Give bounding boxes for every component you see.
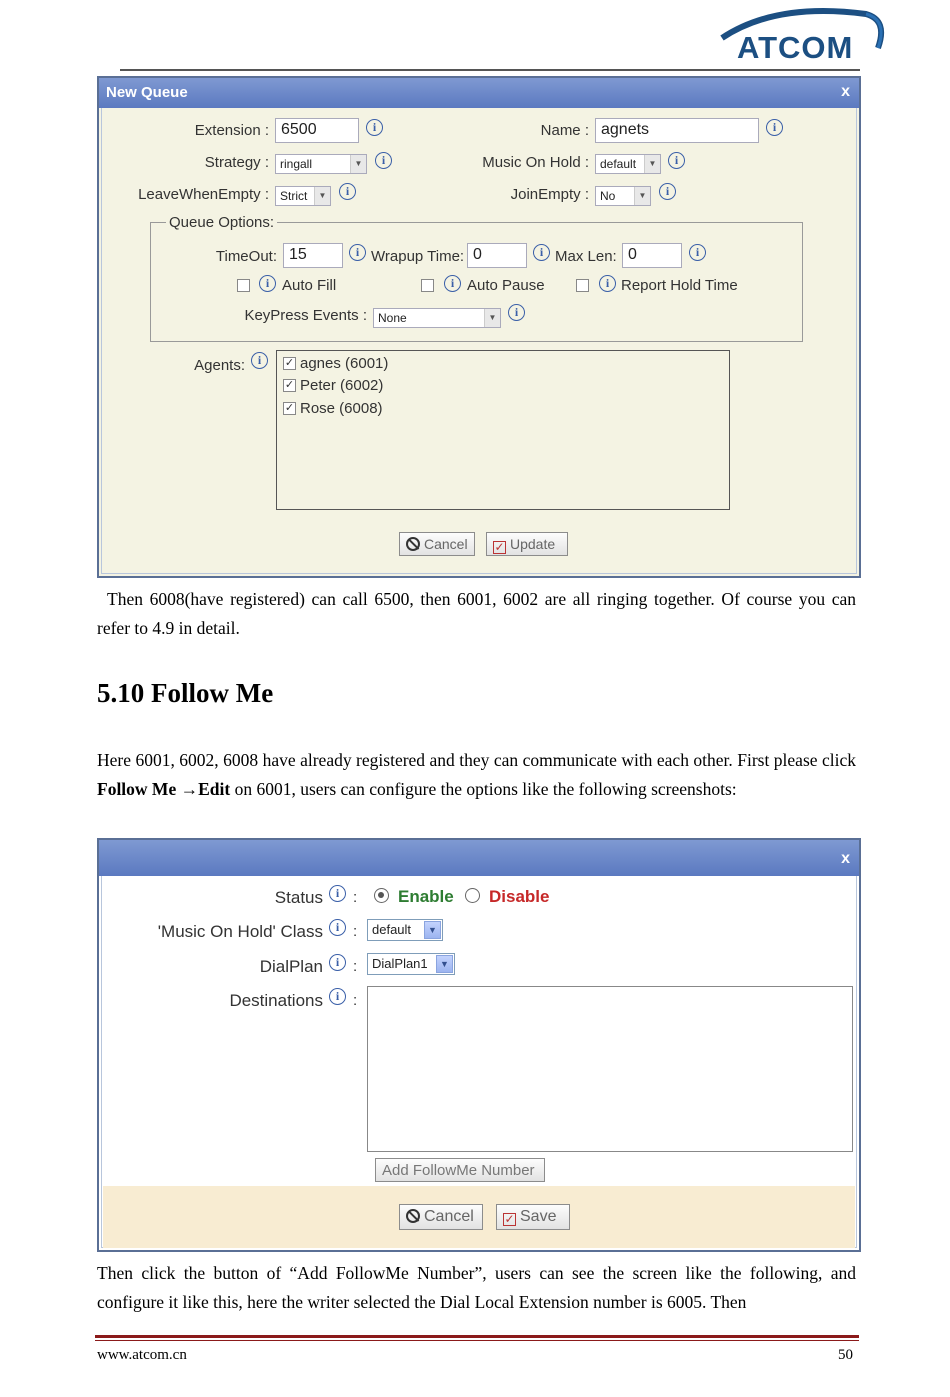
- info-icon[interactable]: i: [329, 885, 346, 902]
- keypress-events-select[interactable]: None ▼: [373, 308, 501, 328]
- info-icon[interactable]: i: [366, 119, 383, 136]
- chevron-down-icon: ▼: [436, 955, 453, 973]
- info-icon[interactable]: i: [668, 152, 685, 169]
- dialog-titlebar: [99, 78, 859, 108]
- agent-checkbox[interactable]: ✓: [284, 402, 295, 414]
- header-rule: [120, 69, 860, 71]
- info-icon[interactable]: i: [375, 152, 392, 169]
- colon: :: [353, 889, 358, 906]
- chevron-down-icon: ▼: [484, 309, 500, 327]
- update-button[interactable]: ✓ Update: [486, 532, 568, 556]
- name-label: Name :: [540, 122, 589, 139]
- agent-item: Peter (6002): [300, 377, 384, 394]
- music-on-hold-class-select[interactable]: default ▼: [367, 919, 443, 941]
- timeout-label: TimeOut:: [215, 248, 277, 265]
- atcom-logo: ATCOM: [737, 30, 854, 65]
- disable-radio[interactable]: [465, 888, 480, 903]
- agents-label: Agents:: [194, 357, 245, 374]
- checkbox-icon: ✓: [494, 540, 505, 554]
- agent-item: Rose (6008): [300, 400, 383, 417]
- agents-list[interactable]: [276, 350, 730, 510]
- timeout-input[interactable]: 15: [283, 243, 343, 268]
- cancel-icon: [406, 537, 420, 551]
- chevron-down-icon: ▼: [350, 155, 366, 173]
- auto-fill-label: Auto Fill: [282, 277, 337, 294]
- info-icon[interactable]: i: [766, 119, 783, 136]
- new-queue-dialog: [97, 76, 861, 578]
- strategy-label: Strategy :: [204, 154, 269, 171]
- close-icon[interactable]: x: [841, 83, 850, 100]
- chevron-down-icon: ▼: [644, 155, 660, 173]
- info-icon[interactable]: i: [689, 244, 706, 261]
- page-number: 50: [838, 1347, 853, 1363]
- join-empty-select[interactable]: No ▼: [595, 186, 651, 206]
- keypress-events-label: KeyPress Events :: [244, 307, 367, 324]
- dialplan-label: DialPlan: [259, 957, 323, 976]
- dialog-titlebar: [99, 840, 859, 876]
- status-label: Status: [274, 888, 323, 907]
- footer-rule-thin: [95, 1340, 859, 1341]
- paragraph-add-followme: Then click the button of “Add FollowMe Number”, users can see the screen like the following, and configure it like this, here the writer selected the Dial Local Extension number is 6005. Then: [97, 1263, 856, 1312]
- report-hold-time-label: Report Hold Time: [621, 277, 738, 294]
- wrapup-time-input[interactable]: 0: [467, 243, 527, 268]
- checkbox-icon: ✓: [504, 1212, 515, 1226]
- paragraph-queue-result: Then 6008(have registered) can call 6500, then 6001, 6002 are all ringing together. Of course you can refer to 4.9 in detail.: [97, 589, 856, 638]
- footer-url[interactable]: www.atcom.cn: [97, 1347, 187, 1363]
- info-icon[interactable]: i: [329, 954, 346, 971]
- max-len-input[interactable]: 0: [622, 243, 682, 268]
- music-on-hold-label: Music On Hold :: [482, 154, 589, 171]
- enable-radio[interactable]: [374, 888, 389, 903]
- extension-input[interactable]: 6500: [275, 118, 359, 143]
- info-icon[interactable]: i: [599, 275, 616, 292]
- auto-pause-checkbox[interactable]: [421, 279, 434, 292]
- info-icon[interactable]: i: [259, 275, 276, 292]
- agent-checkbox[interactable]: ✓: [284, 379, 295, 391]
- cancel-button[interactable]: Cancel: [399, 532, 475, 556]
- extension-label: Extension :: [194, 122, 269, 139]
- info-icon[interactable]: i: [349, 244, 366, 261]
- paragraph-follow-me-intro: Here 6001, 6002, 6008 have already registered and they can communicate with each other. First please click Follow Me →Edit on 6001, users can configure the options like the following screenshots:: [97, 750, 856, 799]
- add-followme-number-button[interactable]: Add FollowMe Number: [375, 1158, 545, 1182]
- leave-when-empty-select[interactable]: Strict ▼: [275, 186, 331, 206]
- destinations-list[interactable]: [367, 986, 853, 1152]
- dialog-title: New Queue: [106, 84, 188, 101]
- info-icon[interactable]: i: [659, 183, 676, 200]
- music-on-hold-select[interactable]: default ▼: [595, 154, 661, 174]
- agent-item: agnes (6001): [300, 355, 389, 372]
- info-icon[interactable]: i: [329, 919, 346, 936]
- dialplan-select[interactable]: DialPlan1 ▼: [367, 953, 455, 975]
- chevron-down-icon: ▼: [424, 921, 441, 939]
- max-len-label: Max Len:: [555, 248, 617, 265]
- save-button[interactable]: ✓ Save: [496, 1204, 570, 1230]
- name-input[interactable]: agnets: [595, 118, 759, 143]
- leave-when-empty-label: LeaveWhenEmpty :: [138, 186, 269, 203]
- info-icon[interactable]: i: [444, 275, 461, 292]
- report-hold-time-checkbox[interactable]: [576, 279, 589, 292]
- agent-checkbox[interactable]: ✓: [284, 357, 295, 369]
- info-icon[interactable]: i: [508, 304, 525, 321]
- footer-rule: [95, 1335, 859, 1338]
- colon: :: [353, 923, 358, 940]
- auto-fill-checkbox[interactable]: [237, 279, 250, 292]
- follow-me-edit-path: Follow Me →Edit: [97, 778, 231, 799]
- enable-label: Enable: [398, 887, 454, 906]
- cancel-button[interactable]: Cancel: [399, 1204, 483, 1230]
- close-icon[interactable]: x: [841, 850, 850, 867]
- section-heading: 5.10 Follow Me: [97, 678, 274, 708]
- info-icon[interactable]: i: [251, 352, 268, 369]
- chevron-down-icon: ▼: [634, 187, 650, 205]
- wrapup-time-label: Wrapup Time:: [371, 248, 465, 265]
- queue-options-legend: Queue Options:: [166, 214, 277, 231]
- colon: :: [353, 992, 358, 1009]
- auto-pause-label: Auto Pause: [467, 277, 545, 294]
- music-on-hold-class-label: 'Music On Hold' Class: [157, 922, 323, 941]
- cancel-icon: [406, 1209, 420, 1223]
- info-icon[interactable]: i: [339, 183, 356, 200]
- info-icon[interactable]: i: [533, 244, 550, 261]
- strategy-select[interactable]: ringall ▼: [275, 154, 367, 174]
- chevron-down-icon: ▼: [314, 187, 330, 205]
- colon: :: [353, 958, 358, 975]
- follow-me-dialog: [97, 838, 861, 1252]
- disable-label: Disable: [489, 887, 550, 906]
- destinations-label: Destinations: [229, 991, 323, 1010]
- info-icon[interactable]: i: [329, 988, 346, 1005]
- join-empty-label: JoinEmpty :: [510, 186, 589, 203]
